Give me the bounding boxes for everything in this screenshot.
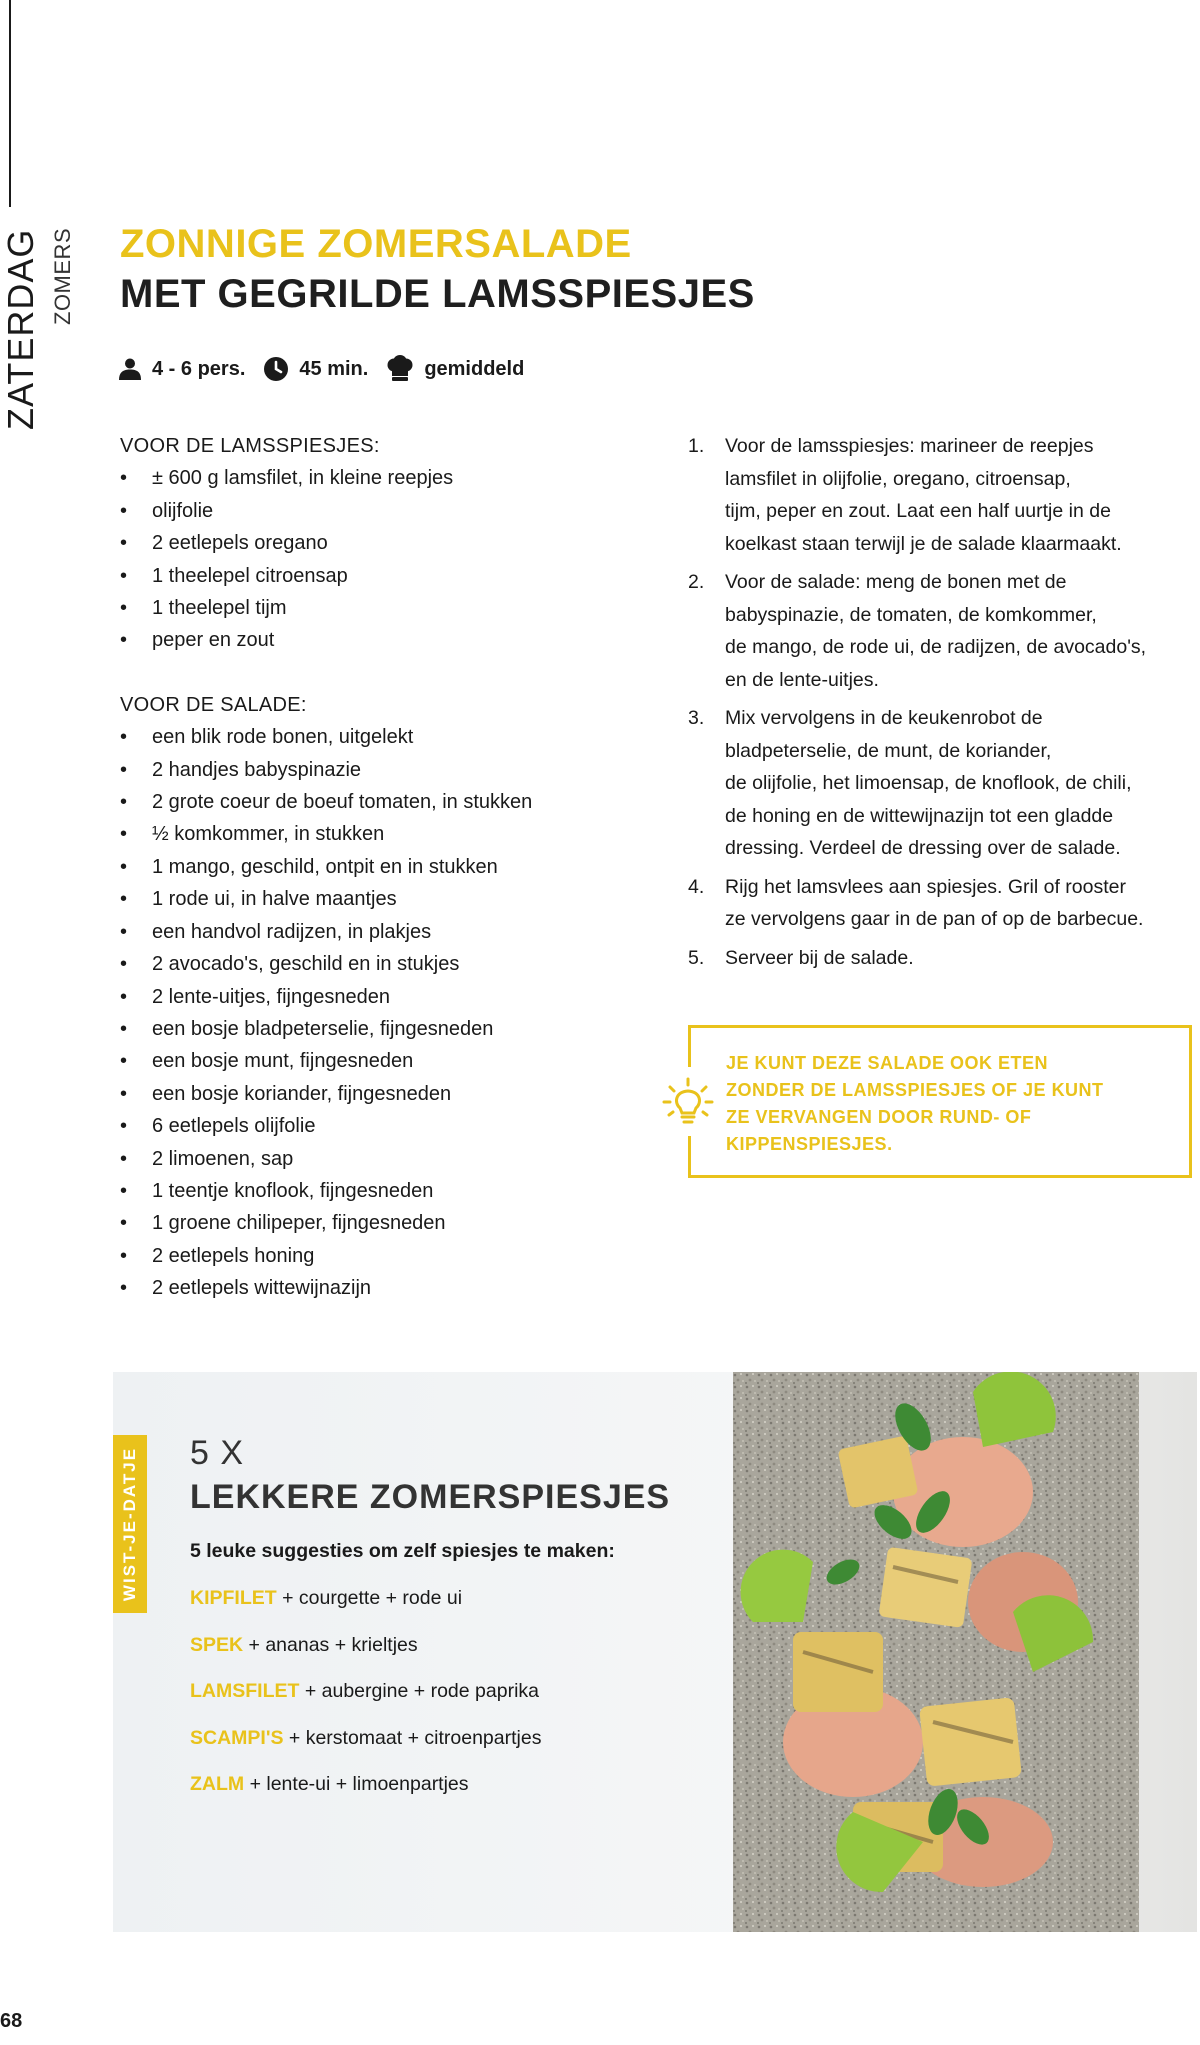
step-line: Serveer bij de salade. [725, 946, 914, 969]
list-item: • 2 eetlepels oregano [120, 527, 680, 559]
tip-box-edge [688, 1025, 691, 1067]
salad-ingredients-title: VOOR DE SALADE: [120, 693, 307, 716]
step-number: 5. [688, 946, 705, 969]
step-line: tijm, peper en zout. Laat een half uurtje in de [725, 500, 1111, 522]
list-item: • 1 groene chilipeper, fijngesneden [120, 1207, 680, 1239]
step-line: Mix vervolgens in de keukenrobot de [725, 707, 1043, 729]
suggestion-rest: + ananas + krieltjes [243, 1633, 418, 1656]
step-number: 2. [688, 571, 705, 593]
list-item: • een blik rode bonen, uitgelekt [120, 721, 680, 753]
difficulty-text: gemiddeld [424, 357, 525, 380]
suggestion-rest: + courgette + rode ui [276, 1587, 463, 1609]
chef-hat-icon [386, 355, 414, 383]
clock-icon [263, 356, 289, 382]
step-line: ze vervolgens gaar in de pan of op de barbecue. [725, 908, 1144, 930]
list-item: • 6 eetlepels olijfolie [120, 1110, 680, 1142]
list-item: • 2 avocado's, geschild en in stukjes [120, 948, 680, 980]
suggestion-key: SCAMPI'S [190, 1726, 284, 1749]
recipe-title-line1: ZONNIGE ZOMERSALADE [120, 222, 632, 266]
step-line: Voor de salade: meng de bonen met de [725, 571, 1067, 593]
step-item [688, 430, 1188, 560]
wist-je-datje-label: WIST-JE-DATJE [120, 1446, 139, 1602]
tips-title-line2: LEKKERE ZOMERSPIESJES [190, 1478, 671, 1516]
list-item: • een bosje munt, fijngesneden [120, 1045, 680, 1077]
list-item: • 2 lente-uitjes, fijngesneden [120, 981, 680, 1013]
step-line: de olijfolie, het limoensap, de knoflook, de chili, [725, 772, 1132, 794]
salad-ingredients-list [120, 721, 680, 1304]
step-line: Rijg het lamsvlees aan spiesjes. Gril of rooster [725, 875, 1126, 898]
step-line: en de lente-uitjes. [725, 668, 879, 691]
suggestion-key: KIPFILET [190, 1587, 277, 1609]
list-item: • olijfolie [120, 495, 680, 527]
tips-title-line1: 5 X [190, 1434, 245, 1472]
time-text: 45 min. [299, 357, 369, 380]
difficulty-meta [386, 355, 524, 383]
list-item [190, 1680, 541, 1727]
list-item: • 1 teentje knoflook, fijngesneden [120, 1175, 680, 1207]
list-item [190, 1773, 541, 1820]
tip-line: JE KUNT DEZE SALADE OOK ETEN [726, 1053, 1049, 1073]
step-item [688, 942, 1188, 975]
list-item [190, 1634, 541, 1681]
list-item: • 2 eetlepels wittewijnazijn [120, 1272, 680, 1304]
list-item: • een bosje bladpeterselie, fijngesneden [120, 1013, 680, 1045]
tip-line: KIPPENSPIESJES. [726, 1134, 893, 1154]
tips-intro: 5 leuke suggesties om zelf spiesjes te maken: [190, 1540, 615, 1562]
lamb-ingredients-list [120, 462, 680, 656]
person-icon [118, 357, 142, 381]
list-item: • 2 limoenen, sap [120, 1143, 680, 1175]
suggestion-rest: + aubergine + rode paprika [299, 1680, 539, 1702]
list-item: • 1 theelepel citroensap [120, 560, 680, 592]
step-item [688, 702, 1188, 865]
tip-box-edge [688, 1136, 691, 1178]
list-item [190, 1587, 541, 1634]
list-item: • ± 600 g lamsfilet, in kleine reepjes [120, 462, 680, 494]
list-item: • een bosje koriander, fijngesneden [120, 1078, 680, 1110]
side-sub-label: ZOMERS [50, 227, 75, 325]
steps-list [688, 430, 1188, 974]
list-item [190, 1727, 541, 1774]
tip-line: ZONDER DE LAMSSPIESJES OF JE KUNT [726, 1080, 1104, 1100]
step-line: lamsfilet in olijfolie, oregano, citroensap, [725, 467, 1071, 490]
step-number: 3. [688, 707, 705, 729]
recipe-meta [118, 355, 542, 383]
list-item: • een handvol radijzen, in plakjes [120, 916, 680, 948]
side-divider [9, 0, 11, 207]
step-line: babyspinazie, de tomaten, de komkommer, [725, 603, 1097, 626]
list-item: • 2 grote coeur de boeuf tomaten, in stukken [120, 786, 680, 818]
suggestion-rest: + kerstomaat + citroenpartjes [283, 1726, 542, 1749]
step-line: dressing. Verdeel de dressing over de salade. [725, 837, 1121, 859]
list-item: • 1 theelepel tijm [120, 592, 680, 624]
food-photo [733, 1372, 1139, 1932]
list-item: • ½ komkommer, in stukken [120, 818, 680, 850]
step-line: de mango, de rode ui, de radijzen, de avocado's, [725, 636, 1147, 658]
suggestion-rest: + lente-ui + limoenpartjes [244, 1773, 469, 1795]
step-item [688, 566, 1188, 696]
suggestion-key: SPEK [190, 1633, 244, 1656]
steps-column [688, 430, 1188, 980]
suggestion-key: ZALM [190, 1773, 245, 1795]
page-number: 68 [0, 2010, 23, 2032]
step-line: Voor de lamsspiesjes: marineer de reepjes [725, 435, 1094, 457]
list-item: • 1 mango, geschild, ontpit en in stukken [120, 851, 680, 883]
step-line: de honing en de wittewijnazijn tot een gladde [725, 804, 1114, 827]
list-item: • 1 rode ui, in halve maantjes [120, 883, 680, 915]
tip-text [726, 1050, 1166, 1158]
suggestions-list [190, 1587, 541, 1820]
servings-meta [118, 357, 245, 381]
list-item: • 2 handjes babyspinazie [120, 754, 680, 786]
step-line: koelkast staan terwijl je de salade klaarmaakt. [725, 532, 1122, 555]
tip-line: ZE VERVANGEN DOOR RUND- OF [726, 1107, 1032, 1127]
ingredients-column [120, 430, 680, 1305]
wist-je-datje-tag [113, 1435, 147, 1613]
lightbulb-icon [660, 1075, 716, 1131]
side-day-label: ZATERDAG [0, 228, 41, 430]
step-number: 4. [688, 875, 705, 898]
list-item: • 2 eetlepels honing [120, 1240, 680, 1272]
step-item [688, 871, 1188, 936]
list-item: • peper en zout [120, 624, 680, 656]
recipe-title-line2: MET GEGRILDE LAMSSPIESJES [120, 272, 755, 316]
step-number: 1. [688, 435, 705, 457]
suggestion-key: LAMSFILET [190, 1680, 300, 1702]
step-line: bladpeterselie, de munt, de koriander, [725, 739, 1052, 762]
lamb-ingredients-title: VOOR DE LAMSSPIESJES: [120, 435, 380, 457]
servings-text: 4 - 6 pers. [152, 357, 246, 380]
time-meta [263, 356, 368, 382]
